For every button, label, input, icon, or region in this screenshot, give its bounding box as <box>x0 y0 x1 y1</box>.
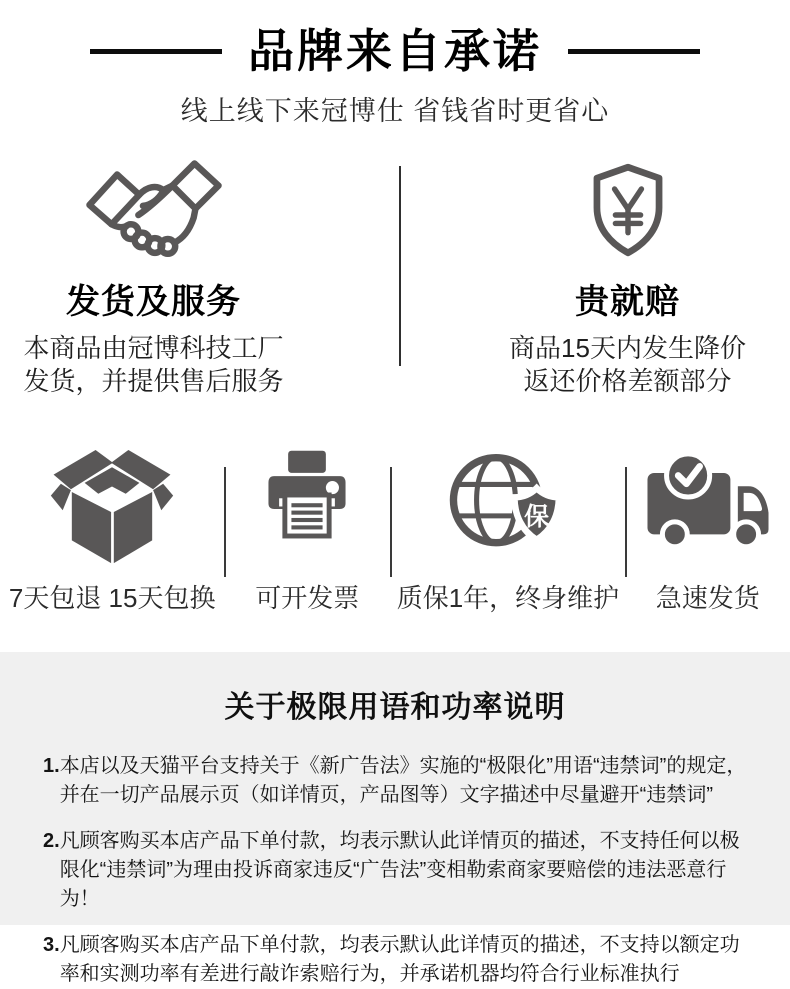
notice-section <box>0 652 790 985</box>
service-warranty <box>390 430 625 620</box>
service-divider <box>390 467 392 577</box>
notice-item-1-text: 本店以及天猫平台支持关于《新广告法》实施的“极限化”用语“违禁词”的规定，并在一切产品展示页（如详情页，产品图等）文字描述中尽量避开“违禁词” <box>59 755 747 806</box>
service-invoice-label: 可开发票 <box>255 582 360 613</box>
notice-heading: 关于极限用语和功率说明 <box>224 691 566 724</box>
notice-item-3-text: 凡顾客购买本店产品下单付款，均表示默认此详情页的描述，不支持以额定功率和实测功率有差进行敲诈索赔行为，并承诺机器均符合行业标准执行 <box>59 934 740 985</box>
service-fast-delivery <box>626 430 790 620</box>
open-box-icon <box>48 430 176 575</box>
service-returns <box>0 430 224 620</box>
promise-price-line2: 返还价格差额部分 <box>523 365 732 396</box>
promise-shipping-line2: 发货，并提供售后服务 <box>23 365 284 396</box>
title-left-rule <box>90 49 222 54</box>
notice-item-2 <box>43 827 747 914</box>
title-right-rule <box>568 49 700 54</box>
service-returns-label: 7天包退 15天包换 <box>8 582 216 613</box>
notice-item-3 <box>43 931 747 989</box>
promise-shipping <box>0 154 395 406</box>
printer-icon <box>266 430 348 575</box>
page-subtitle: 线上线下来冠博仕 省钱省时更省心 <box>180 95 610 126</box>
notice-item-2-number: 2. <box>43 830 60 852</box>
promise-shipping-line1: 本商品由冠博科技工厂 <box>23 332 284 363</box>
promise-divider <box>399 166 401 366</box>
service-warranty-label: 质保1年，终身维护 <box>396 582 620 613</box>
service-divider <box>625 467 627 577</box>
delivery-truck-icon <box>645 430 771 575</box>
service-invoice <box>224 430 390 620</box>
handshake-icon <box>84 154 224 266</box>
globe-warranty-icon <box>447 430 569 575</box>
promise-price-guarantee <box>395 154 790 406</box>
warranty-badge-char: 保 <box>524 503 550 532</box>
service-divider <box>224 467 226 577</box>
notice-item-2-text: 凡顾客购买本店产品下单付款，均表示默认此详情页的描述，不支持任何以极限化“违禁词”为理由投诉商家违反“广告法”变相勒索商家要赔偿的违法恶意行为！ <box>59 830 740 910</box>
notice-item-1-number: 1. <box>43 755 60 777</box>
services-row <box>0 430 790 620</box>
header <box>0 0 790 128</box>
promise-section <box>0 154 790 406</box>
page-title: 品牌来自承诺 <box>248 25 542 77</box>
notice-item-1 <box>43 752 747 810</box>
shield-yuan-icon <box>586 154 670 266</box>
service-fast-delivery-label: 急速发货 <box>655 582 760 613</box>
notice-item-3-number: 3. <box>43 934 60 956</box>
promise-price-line1: 商品15天内发生降价 <box>509 332 746 363</box>
promise-price-title: 贵就赔 <box>575 282 680 321</box>
title-row <box>0 26 790 77</box>
promise-shipping-title: 发货及服务 <box>66 282 241 321</box>
